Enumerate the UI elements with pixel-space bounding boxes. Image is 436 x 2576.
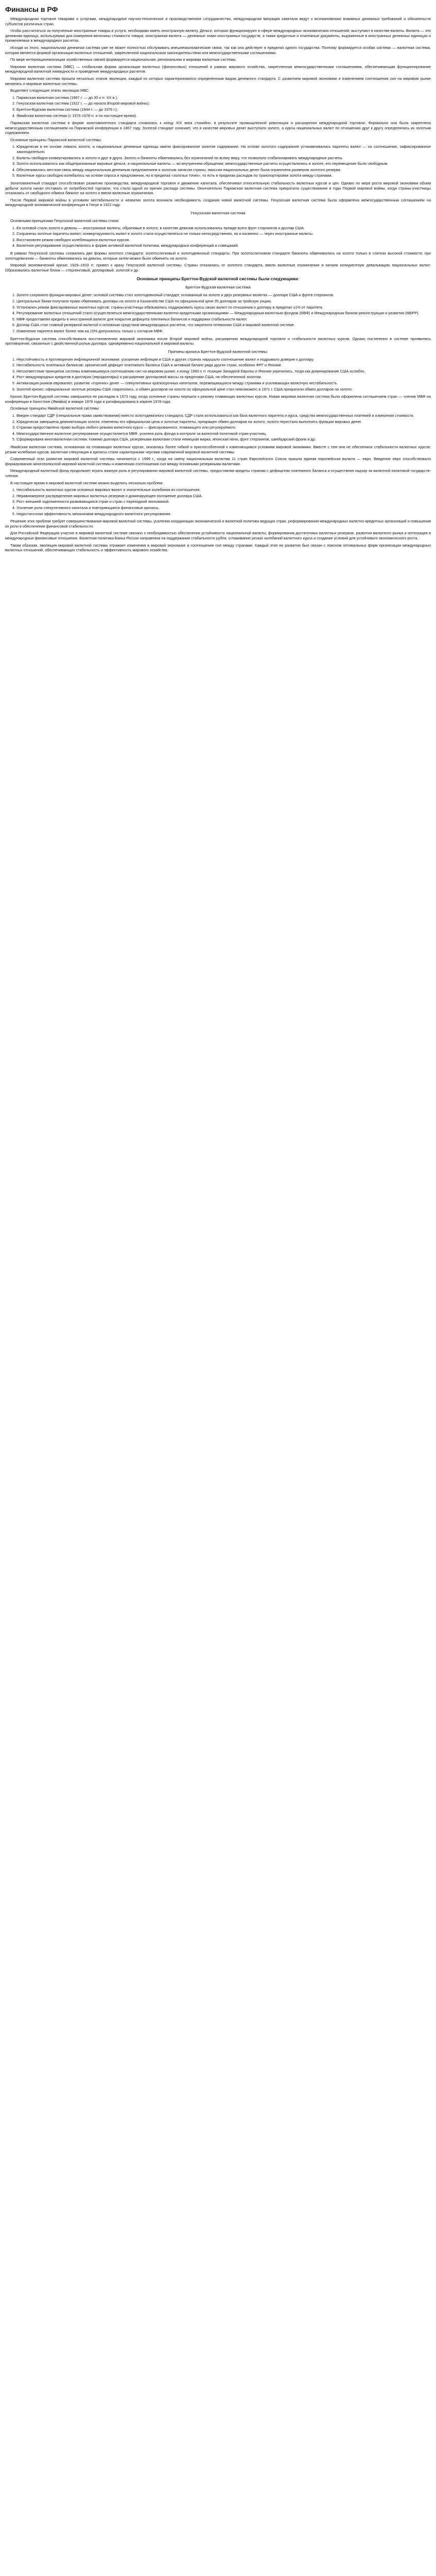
list-item: 5. МВФ предоставлял кредиты в иностранной валюте для покрытия дефицита платежных балансов и поддержки стабильности валют. — [16, 317, 431, 322]
section-heading: Генуэзская валютная система — [190, 211, 246, 215]
document-page — [0, 0, 436, 565]
list-item: 6. Доллар США стал главной резервной валютой и основным средством международных расчетов, что закрепило гегемонию США в мировой валютной системе. — [16, 323, 431, 328]
list-item: 3. Установлен режим фиксированных валютных курсов: страны-участницы обязывались поддерживать курсы своих валют по отношению к доллару в пределах ±1% от паритета. — [16, 305, 431, 310]
stages-list — [5, 95, 431, 118]
list-item: 4. Валютное регулирование осуществлялось в форме активной валютной политики, международных конференций и совещаний. — [16, 243, 431, 248]
list-item: 3. Золото использовалось как общепризнанные мировые деньги, а национальные валюты — во внутреннем обращении; межгосударственные расчеты осуществлялись в золоте, его перемещение было свободным. — [16, 161, 431, 166]
list-item: 1. Парижская валютная система (1867 г. — до 30-х гг. XX в.); — [16, 95, 431, 100]
list-item: 2. Нестабильность платежных балансов: хронический дефицит платежного баланса США и активный баланс ряда других стран, особенно ФРГ и Японии. — [16, 363, 431, 368]
list-item: 4. Регулирование валютных отношений стало осуществляться межгосударственными валютно-кредитными организациями — Международным валютным фондом (МВФ) и Международным банком реконструкции и развития (МБРР). — [16, 311, 431, 316]
list-item: 1. Введен стандарт СДР (специальные права заимствования) вместо золотодевизного стандарта; СДР стали использоваться как база валютного паритета и курса, средство межгосударственных платежей и измерения стоимости. — [16, 413, 431, 418]
list-item: 5. Активизация рынков евровалют, развитие «горячих» денег — спекулятивных краткосрочных капиталов, перемещающихся между странами и усиливающих валютную нестабильность. — [16, 381, 431, 386]
paragraph: Современный этап развития мировой валютной системы начинается с 1999 г., когда на смену национальным валютам 11 стран Европейского Союза пришла единая европейская валюта — евро. Введение евро способствовало формированию многополюсной мировой валютной системы и изменению соотношения сил между основными резервными валютами. — [5, 456, 431, 466]
paragraph: Золотомонетный стандарт способствовал развитию производства, международной торговли и движению капитала, обеспечивал относительную стабильность валютных курсов и цен. Однако по мере роста мировой экономики объем добычи золота начал отставать от потребностей торговли, что стало одной из причин распада системы. Окончательно Парижская валютная система прекратила существование в годы Первой мировой войны, когда страны-участницы отказались от свободного обмена банкнот на золото и ввели валютные ограничения. — [5, 181, 431, 196]
crisis-causes-list — [5, 357, 431, 392]
list-item: 3. Восстановлен режим свободно колеблющихся валютных курсов. — [16, 238, 431, 243]
list-item: 4. Ямайская валютная система (с 1976-1978 гг. и по настоящее время). — [16, 113, 431, 118]
list-item: 5. Недостаточная эффективность механизмов международного валютного регулирования. — [16, 512, 431, 517]
list-item: 2. Валюты свободно конвертировались в золото и друг в друга. Золото и банкноты обменивались без ограничений по всему миру, что позволяло стабилизировать международные расчеты. — [16, 156, 431, 161]
paragraph: Решение этих проблем требует совершенствования мировой валютной системы, усиления координации экономической и валютной политики ведущих стран, реформирования международных валютно-кредитных организаций и повышения их роли в обеспечении финансовой стабильности. — [5, 519, 431, 529]
paragraph: Основные принципы Ямайской валютной системы: — [10, 406, 100, 411]
paragraph: Международная торговля товарами и услугами, международное научно-техническое и производственное сотрудничество, международная миграция капитала ведут к возникновению взаимных денежных требований и обязательств субъектов различных стран. — [5, 16, 431, 26]
list-item: 1. Золото сохранило функции мировых денег; основой системы стал золотодевизный стандарт, основанный на золоте и двух резервных валютах — долларе США и фунте стерлингов. — [16, 293, 431, 298]
paragraph: По мере интернационализации хозяйственных связей формируется национальная, региональная и мировая валютные системы. — [10, 57, 237, 62]
list-item: 6. Золотой кризис: официальные золотые резервы США сократились, и обмен долларов на золото по официальной цене стал невозможен; в 1971 г. США прекратили обмен долларов на золото. — [16, 387, 431, 392]
paragraph: После Первой мировой войны в условиях нестабильности и нехватки золота возникла необходимость создания новой валютной системы. Генуэзская валютная система была оформлена межгосударственным соглашением на международной экономической конференции в Генуе в 1922 году. — [5, 197, 431, 208]
paragraph: Международный валютный фонд продолжает играть важную роль в регулировании мировой валютной системы, предоставляя кредиты странам с дефицитом платежного баланса и осуществляя надзор за валютной политикой государств-членов. — [5, 468, 431, 478]
paragraph: Бреттон-Вудская система способствовала восстановлению мировой экономики после Второй мировой войны, расширению международной торговли и стабильности валютных курсов. Однако постепенно в системе проявились противоречия, связанные с двойственной ролью доллара: одновременно национальной и мировой валюты. — [5, 336, 431, 346]
list-item: 2. Неравномерное распределение мировых валютных резервов и доминирующее положение доллара США. — [16, 494, 431, 499]
page-title: Финансы в РФ — [5, 5, 58, 13]
list-item: 7. Изменение паритета валют более чем на 10% допускалось только с согласия МВФ. — [16, 329, 431, 334]
paragraph: Таким образом, эволюция мировой валютной системы отражает изменения в мировой экономике и соотношении сил между странами. Каждый этап ее развития был связан с поиском оптимальных форм организации международных валютных отношений, обеспечивающих стабильность и эффективность мирового хозяйства. — [5, 543, 431, 553]
paragraph: В настоящее время в мировой валютной системе можно выделить несколько проблем: — [10, 480, 164, 485]
intro-section — [5, 16, 431, 93]
list-item: 4. Обеспечивалась жесткая связь между национальным денежным предложением и золотым запасом страны; эмиссия национальных денег была ограничена размером золотого резерва. — [16, 167, 431, 173]
paragraph: Кризис Бреттон-Вудской системы завершился ее распадом в 1973 году, когда основные страны перешли к режиму плавающих валютных курсов. Новая мировая валютная система была оформлена соглашением стран — членов МВФ на конференции в Кингстоне (Ямайка) в январе 1976 года и ратифицирована в апреле 1978 года. — [5, 394, 431, 404]
list-item: 2. Сохранены золотые паритеты валют; конвертируемость валют в золото стала осуществляться не только непосредственно, но и косвенно — через иностранные валюты. — [16, 231, 431, 236]
list-item: 2. Юридически завершена демонетизация золота: отменены его официальная цена и золотые паритеты, прекращен обмен долларов на золото; золото перестало выполнять функции мировых денег. — [16, 419, 431, 425]
list-item: 4. Усиление роли спекулятивного капитала и повторяющиеся финансовые кризисы. — [16, 505, 431, 511]
list-item: 4. Рост международных кредитов в долларах (евродоллары) и расширение долларовой массы за пределами США, не обеспеченной золотом. — [16, 375, 431, 380]
paragraph: Чтобы рассчитаться за полученные иностранные товары и услуги, необходимо иметь иностранную валюту. Деньги, которые функционируют в сфере международных экономических отношений, выступают в качестве валюты. Валюта — это денежная единица, используемая для измерения величины стоимости товара; иностранная валюта — денежные знаки иностранных государств, а также кредитные и платежные документы, выраженные в иностранных денежных единицах и применяемые в международных расчетах. — [5, 28, 431, 43]
paragraph: Исходя из этого, национальная денежная система уже не может полностью обслуживать внешнеэкономические связи, так как она действует в пределах одного государства. Поэтому формируется особая система — валютная система, которая является формой организации валютных отношений, закрепленной национальным законодательством или межгосударственными соглашениями. — [5, 45, 431, 55]
paragraph: Мировая валютная система (МВС) — глобальная форма организации валютных (финансовых) отношений в рамках мирового хозяйства, закрепленная межгосударственными соглашениями, обеспечивающая функционирование международной валютной ликвидности и проведение международных расчетов. — [5, 64, 431, 74]
paragraph: Мировая валютная система прошла несколько этапов эволюции, каждый из которых характеризовался определенным видом денежного стандарта. С развитием мировой экономики и изменением соотношения сил на мировом рынке менялись и мировые валютные системы. — [5, 76, 431, 86]
paragraph: Основные принципы Парижской валютной системы: — [10, 137, 102, 142]
jamaica-principles-list — [5, 413, 431, 442]
bretton-woods-principles-list — [5, 293, 431, 333]
list-item: 3. Бреттон-Вудская валютная система (1944 г. — до 1976 г.); — [16, 107, 431, 112]
section-heading: Причины кризиса Бреттон-Вудской валютной системы: — [168, 349, 268, 354]
paragraph: Ямайская валютная система, основанная на плавающих валютных курсах, оказалась более гибкой и приспособленной к изменяющимся условиям мировой экономики. Вместе с тем она не обеспечила стабильности валютных курсов: резкие колебания курсов, валютная спекуляция и кризисы стали характерными чертами современной мировой валютной системы. — [5, 445, 431, 454]
list-item: 1. Неустойчивость и противоречия инфляционной экономики: ускорение инфляции в США и других странах нарушало соотношение валют и подрывало доверие к доллару. — [16, 357, 431, 362]
list-item: 3. Рост внешней задолженности развивающихся стран и стран с переходной экономикой. — [16, 499, 431, 504]
list-item: 3. Странам предоставлено право выбора любого режима валютного курса — фиксированного, плавающего или регулируемого. — [16, 425, 431, 430]
list-item: 2. Генуэзская валютная система (1922 г. — до начала Второй мировой войны); — [16, 101, 431, 106]
modern-problems-list — [5, 487, 431, 516]
genoa-principles-list — [5, 226, 431, 248]
paragraph: Мировой экономический кризис 1929–1933 гг. привел к краху Генуэзской валютной системы. Страны отказались от золотого стандарта, ввели валютные ограничения и начали конкурентную девальвацию национальных валют. Образовались валютные блоки — стерлинговый, долларовый, золотой и др. — [5, 263, 431, 273]
list-item: 5. Сформирована многовалютная система: помимо доллара США, резервными валютами стали немецкая марка, японская иена, фунт стерлингов, швейцарский франк и др. — [16, 437, 431, 442]
list-item: 4. Межгосударственное валютное регулирование осуществляется МВФ, усилена роль фонда в контроле за валютной политикой стран-участниц. — [16, 431, 431, 436]
paragraph: Основными принципами Генуэзской валютной системы стали: — [10, 218, 119, 223]
paragraph: В рамках Генуэзской системы сложились две формы золотого стандарта: золотослитковый и золотодевизный стандарты. При золотослитковом стандарте банкноты обменивались на золото только в слитках высокой стоимости; при золотодевизном — банкноты обменивались на девизы, которые затем можно было обменять на золото. — [5, 250, 431, 261]
list-item: 5. Валютные курсы свободно колебались на основе спроса и предложения, но в пределах «золотых точек», то есть в пределах расходов по транспортировке золота между странами. — [16, 173, 431, 178]
section-subheading: Бреттон-Вудская валютная система — [185, 285, 251, 290]
list-item: 2. Центральные банки получили право обменивать доллары на золото в Казначействе США по официальной цене 35 долларов за тройскую унцию. — [16, 299, 431, 304]
list-item: 1. Ее основой стали золото и девизы — иностранные валюты, обратимые в золото; в качестве девизов использовались прежде всего фунт стерлингов и доллар США. — [16, 226, 431, 231]
section-heading: Основные принципы Бреттон-Вудской валютной системы были следующими: — [136, 277, 300, 282]
paragraph: Выделяют следующие этапы эволюции МВС: — [10, 88, 90, 93]
paris-principles-list — [5, 144, 431, 178]
paragraph: Для Российской Федерации участие в мировой валютной системе связано с необходимостью обеспечения устойчивости национальной валюты, формирования достаточных валютных резервов, развития валютного рынка и интеграции в международные финансовые отношения. Валютная политика Банка России направлена на поддержание стабильности рубля, сглаживание резких колебаний валютного курса и создание условий для устойчивого экономического роста. — [5, 531, 431, 540]
list-item: 1. Нестабильность валютных курсов основных мировых валют и значительные колебания их соотношения. — [16, 487, 431, 493]
list-item: 3. Несоответствие принципов системы изменившемуся соотношению сил на мировом рынке: к концу 1960-х гг. позиции Западной Европы и Японии укрепились, тогда как доминирование США ослабло. — [16, 369, 431, 374]
list-item: 1. Юридически в ее основе лежало золото, а национальные денежные единицы имели фиксированное золотое содержание. На основе золотого содержания устанавливались паритеты валют — их соотношение, зафиксированное законодательно. — [16, 144, 431, 154]
paragraph: Парижская валютная система в форме золотомонетного стандарта сложилась к концу XIX века стихийно, в результате промышленной революции и расширения международной торговли. Формально она была закреплена межгосударственным соглашением на Парижской конференции в 1867 году. Золотой стандарт означает, что в качестве мировых денег выступало золото, а курсы национальных валют по отношению друг к другу определялись их золотым содержанием. — [5, 121, 431, 135]
